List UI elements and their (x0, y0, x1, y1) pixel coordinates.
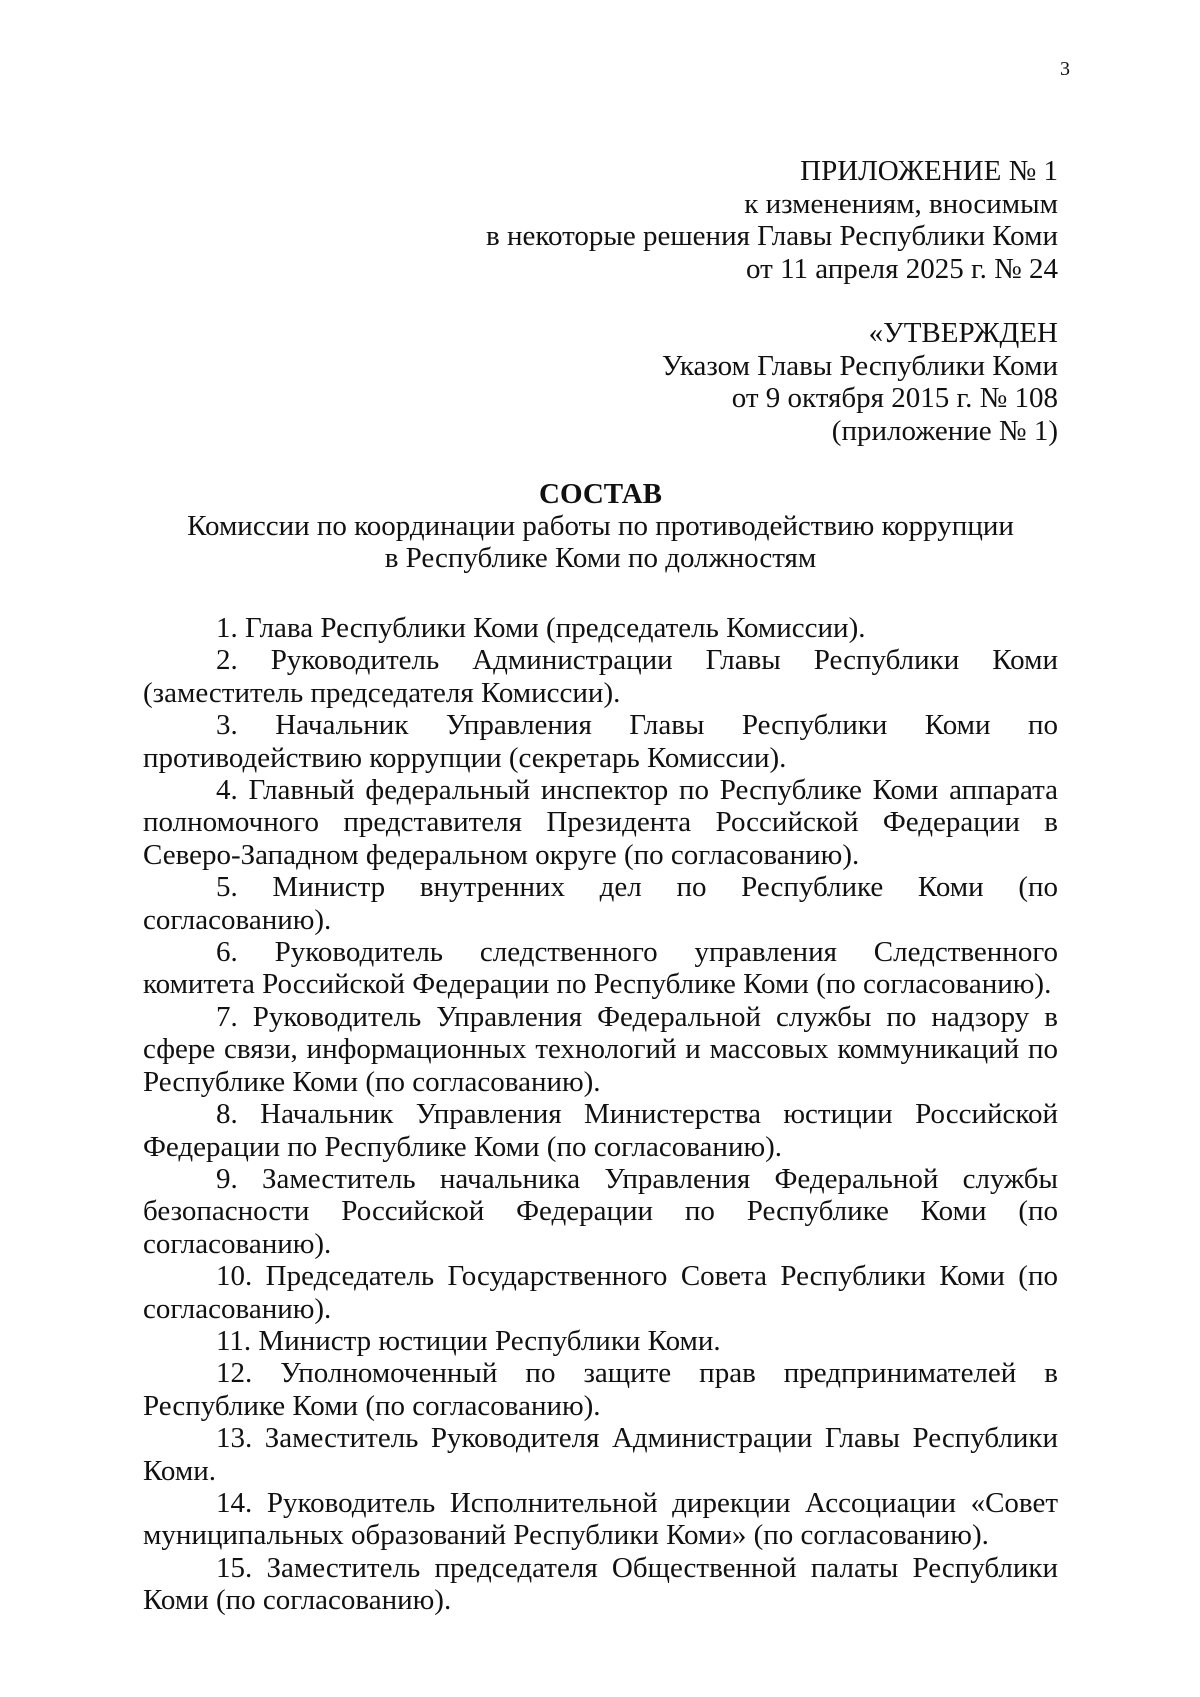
list-item: 7. Руководитель Управления Федеральной службы по надзору в сфере связи, информационных технологий и массовых коммуникаций по Республике Коми (по согласованию). (143, 1000, 1058, 1098)
document-title: СОСТАВ (539, 478, 662, 510)
list-item: 9. Заместитель начальника Управления Федеральной службы безопасности Российской Федерации по Республике Коми (по согласованию). (143, 1162, 1058, 1260)
annex-header (486, 155, 1058, 285)
list-item: 13. Заместитель Руководителя Администрации Главы Республики Коми. (143, 1422, 1058, 1487)
document-subtitle: Комиссии по координации работы по противодействию коррупции (187, 510, 1014, 542)
list-item: 5. Министр внутренних дел по Республике Коми (по согласованию). (143, 871, 1058, 936)
list-item: 12. Уполномоченный по защите прав предпринимателей в Республике Коми (по согласованию). (143, 1357, 1058, 1422)
approval-line: Указом Главы Республики Коми (661, 349, 1058, 382)
list-item: 14. Руководитель Исполнительной дирекции Ассоциации «Совет муниципальных образований Республики Коми» (по согласованию). (143, 1486, 1058, 1552)
list-item: 15. Заместитель председателя Общественной палаты Республики Коми (по согласованию). (143, 1551, 1058, 1617)
list-item: 8. Начальник Управления Министерства юстиции Российской Федерации по Республике Коми (по согласованию). (143, 1098, 1058, 1163)
list-item: 4. Главный федеральный инспектор по Республике Коми аппарата полномочного представителя Президента Российской Федерации в Северо-Западном федеральном округе (по согласованию). (143, 774, 1058, 871)
document-subtitle: в Республике Коми по должностям (384, 542, 817, 574)
approval-date: от 9 октября 2015 г. № 108 (731, 382, 1058, 414)
document-title-block (143, 478, 1058, 574)
list-item: 3. Начальник Управления Главы Республики Коми по противодействию коррупции (секретарь Комиссии). (143, 709, 1058, 774)
page-number: 3 (1060, 58, 1070, 80)
members-list (143, 612, 1058, 1617)
annex-title: ПРИЛОЖЕНИЕ № 1 (800, 155, 1058, 187)
annex-line: в некоторые решения Главы Республики Коми (486, 220, 1058, 252)
approval-title: «УТВЕРЖДЕН (868, 317, 1058, 349)
approval-annex-ref: (приложение № 1) (831, 414, 1058, 447)
annex-line: к изменениям, вносимым (744, 187, 1058, 220)
list-item: 10. Председатель Государственного Совета Республики Коми (по согласованию). (143, 1260, 1058, 1325)
list-item: 2. Руководитель Администрации Главы Республики Коми (заместитель председателя Комиссии). (143, 644, 1058, 709)
annex-date: от 11 апреля 2025 г. № 24 (746, 252, 1058, 285)
list-item: 1. Глава Республики Коми (председатель Комиссии). (216, 612, 866, 644)
list-item: 11. Министр юстиции Республики Коми. (216, 1324, 721, 1357)
list-item: 6. Руководитель следственного управления Следственного комитета Российской Федерации по Республике Коми (по согласованию). (143, 936, 1058, 1001)
approval-stamp (662, 317, 1058, 447)
